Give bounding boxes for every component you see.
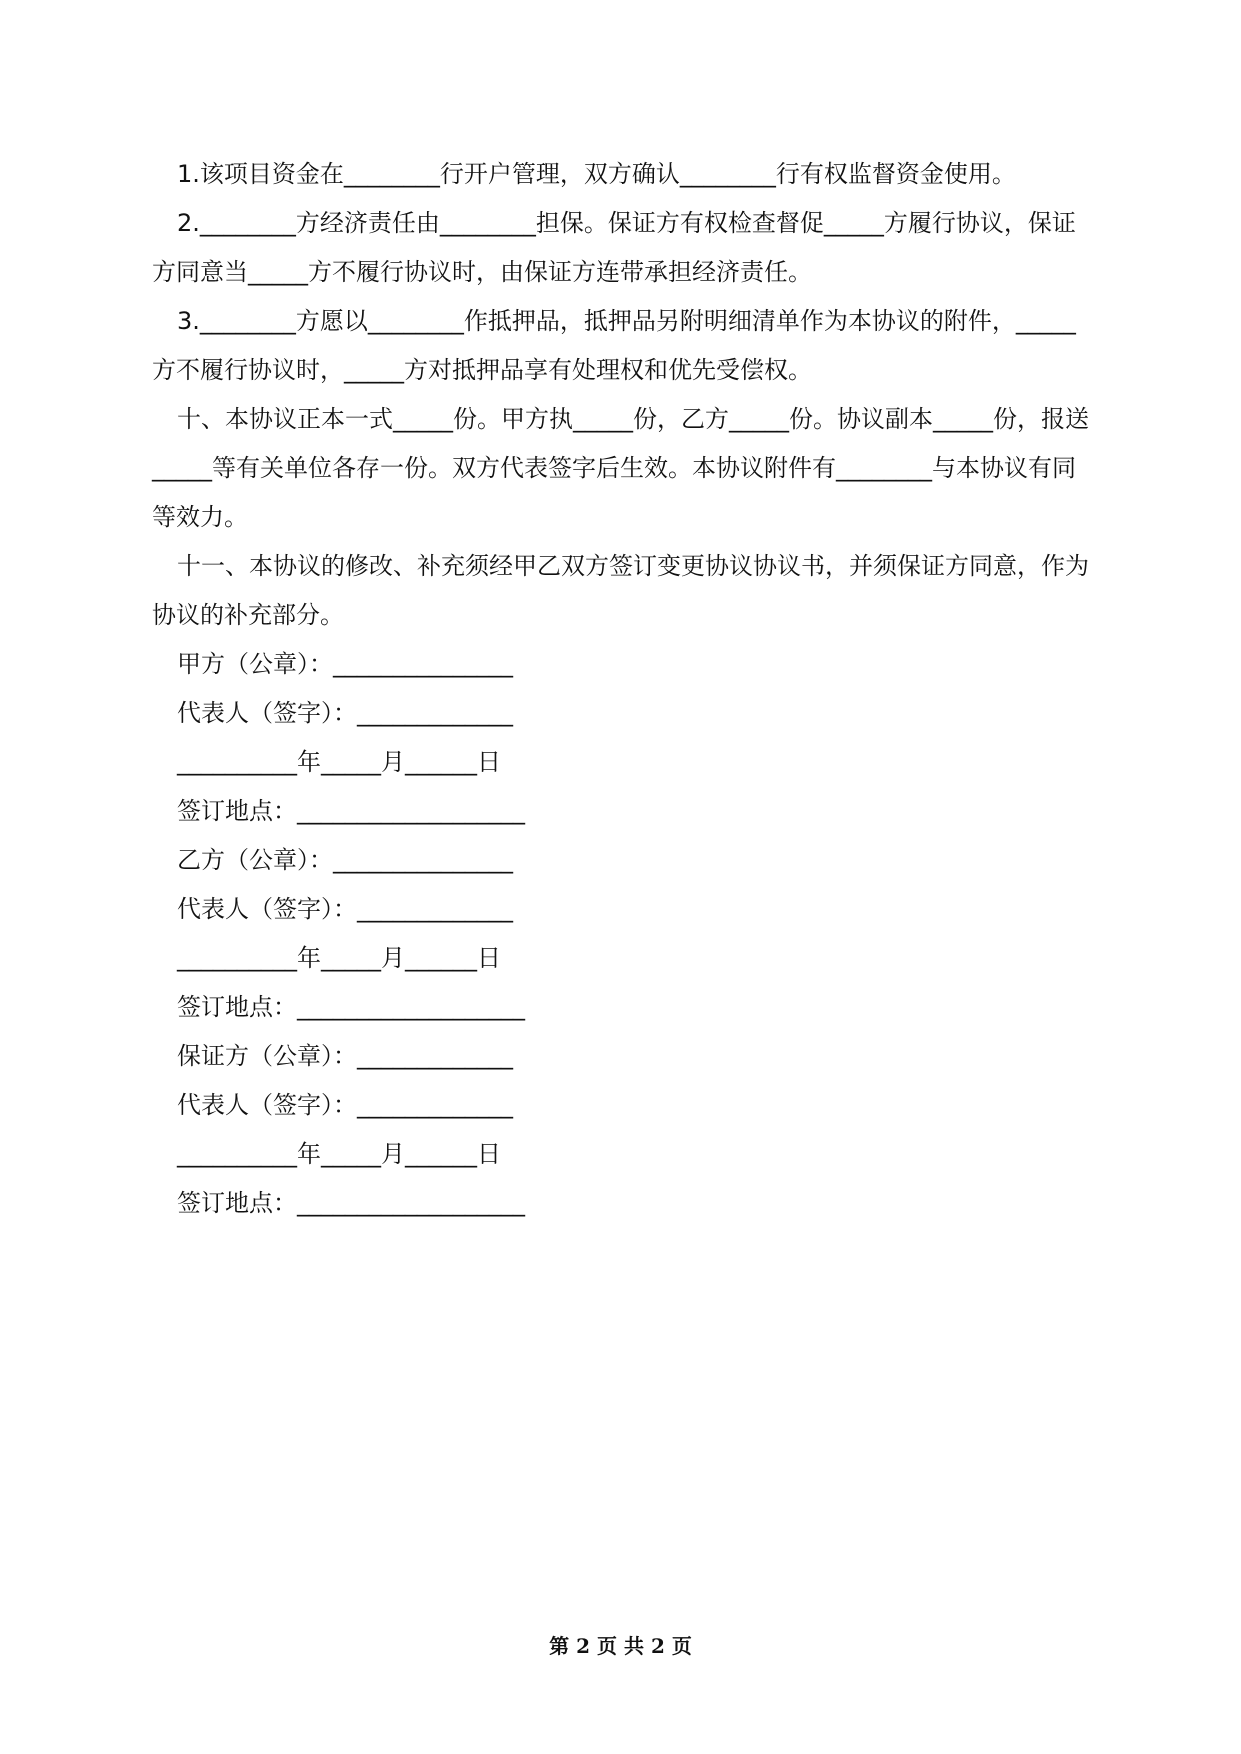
party-b-place: 签订地点：___________________ — [177, 993, 525, 1021]
guarantor-date: __________年_____月______日 — [177, 1140, 501, 1168]
party-a-date: __________年_____月______日 — [177, 748, 501, 776]
guarantor-place: 签订地点：___________________ — [177, 1189, 525, 1217]
clause-3: 3.________方愿以________作抵押品，抵押品另附明细清单作为本协议的附件，_____方不履行协议时，_____方对抵押品享有处理权和优先受偿权。 — [152, 307, 1076, 384]
clause-1: 1.该项目资金在________行开户管理，双方确认________行有权监督资金使用。 — [177, 160, 1016, 188]
clause-eleven: 十一、本协议的修改、补充须经甲乙双方签订变更协议协议书，并须保证方同意，作为协议的补充部分。 — [152, 552, 1089, 629]
party-b-date: __________年_____月______日 — [177, 944, 501, 972]
signature-party-b — [152, 836, 1092, 1032]
party-a-representative: 代表人（签字）：_____________ — [177, 699, 513, 727]
party-b-representative: 代表人（签字）：_____________ — [177, 895, 513, 923]
signature-party-a — [152, 640, 1092, 836]
party-b-seal: 乙方（公章）：_______________ — [177, 846, 513, 874]
guarantor-representative: 代表人（签字）：_____________ — [177, 1091, 513, 1119]
party-a-seal: 甲方（公章）：_______________ — [177, 650, 513, 678]
clause-ten: 十、本协议正本一式_____份。甲方执_____份，乙方_____份。协议副本_____份，报送_____等有关单位各存一份。双方代表签字后生效。本协议附件有________与本协议有同等效力。 — [152, 405, 1089, 531]
signature-guarantor — [152, 1032, 1092, 1228]
guarantor-seal: 保证方（公章）：_____________ — [177, 1042, 513, 1070]
page-number-footer: 第 2 页 共 2 页 — [549, 1634, 692, 1658]
party-a-place: 签订地点：___________________ — [177, 797, 525, 825]
document-body — [152, 150, 1092, 1228]
clause-2: 2.________方经济责任由________担保。保证方有权检查督促_____方履行协议，保证方同意当_____方不履行协议时，由保证方连带承担经济责任。 — [152, 209, 1076, 286]
